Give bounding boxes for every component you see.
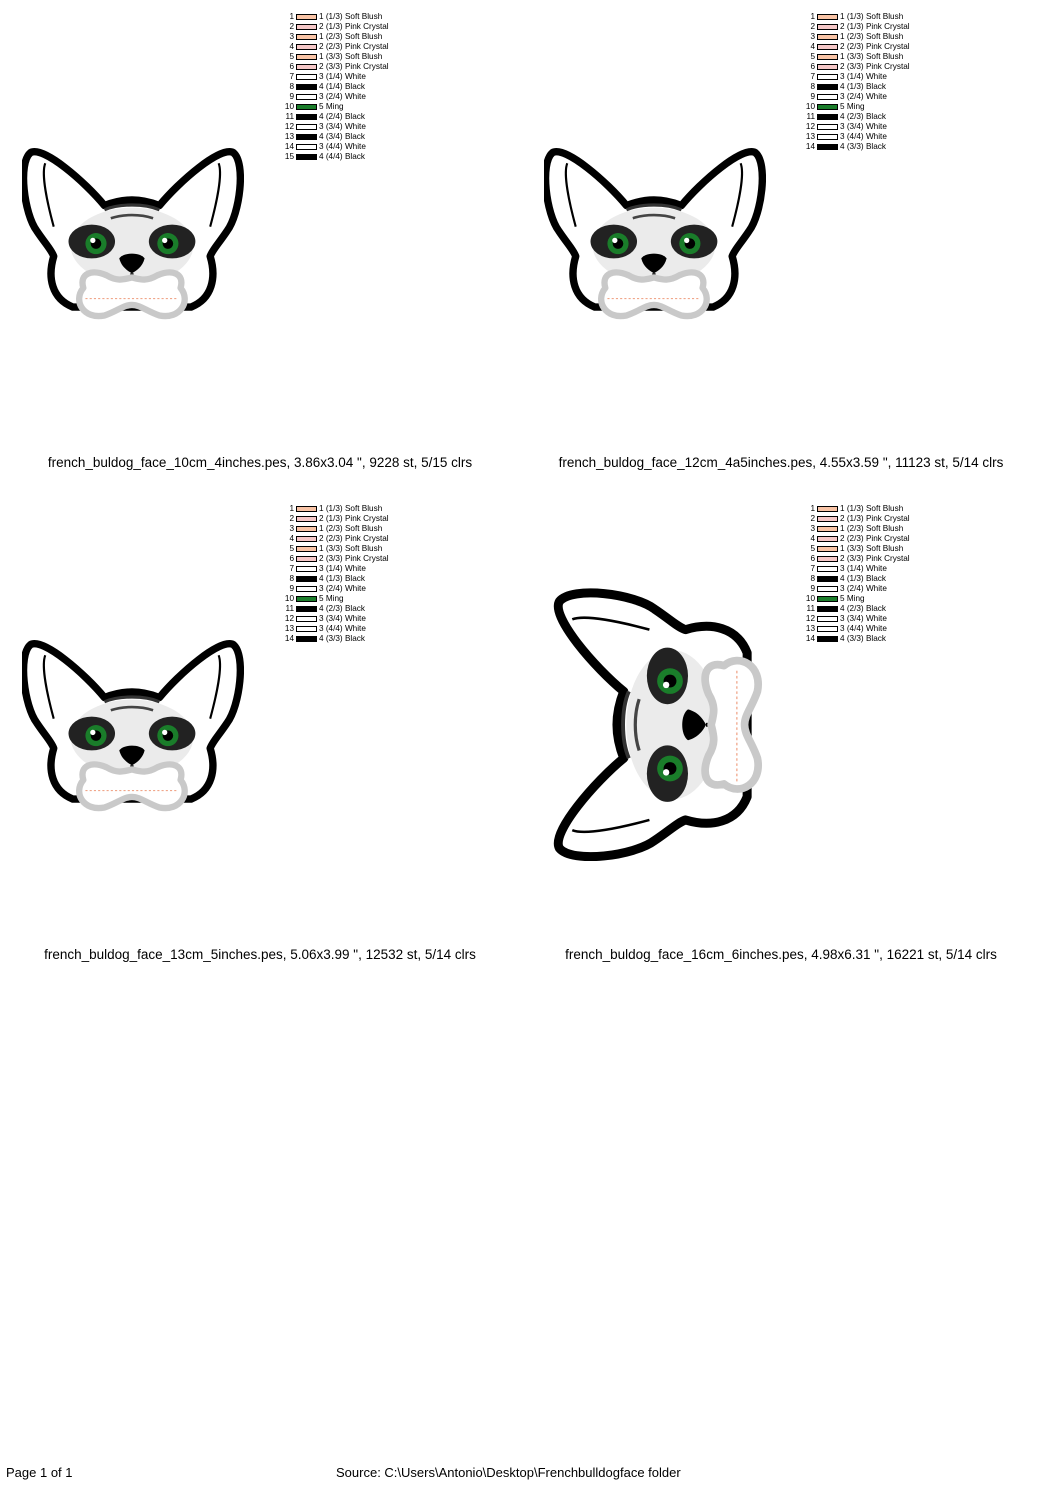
legend-thread-label: 4 (2/3) Black [319, 604, 365, 613]
thread-color-swatch [817, 124, 838, 130]
legend-row [801, 624, 910, 634]
legend-row [801, 82, 910, 92]
legend-row [280, 574, 389, 584]
legend-stop-number: 13 [284, 624, 294, 633]
legend-row [280, 554, 389, 564]
legend-row [801, 534, 910, 544]
legend-row [280, 112, 389, 122]
legend-stop-number: 7 [810, 72, 815, 81]
legend-row [801, 62, 910, 72]
legend-thread-label: 4 (1/4) Black [319, 82, 365, 91]
thread-color-swatch [817, 576, 838, 582]
legend-thread-label: 2 (3/3) Pink Crystal [319, 554, 389, 563]
source-path: Source: C:\Users\Antonio\Desktop\Frenchbulldogface folder [336, 1465, 681, 1480]
design-caption: french_buldog_face_12cm_4a5inches.pes, 4.55x3.59 ", 11123 st, 5/14 clrs [558, 455, 1004, 470]
legend-stop-number: 3 [810, 32, 815, 41]
legend-stop-number: 3 [810, 524, 815, 533]
thread-color-swatch [296, 606, 317, 612]
legend-thread-label: 5 Ming [840, 594, 865, 603]
thread-color-swatch [817, 556, 838, 562]
legend-stop-number: 8 [289, 82, 294, 91]
bulldog-face-design-image [22, 140, 244, 325]
design-caption: french_buldog_face_10cm_4inches.pes, 3.86x3.04 ", 9228 st, 5/15 clrs [47, 455, 473, 470]
legend-row [280, 624, 389, 634]
legend-thread-label: 1 (3/3) Soft Blush [840, 52, 904, 61]
legend-row [280, 82, 389, 92]
bulldog-face-design-image [22, 632, 244, 817]
thread-color-swatch [817, 546, 838, 552]
legend-row [801, 22, 910, 32]
thread-color-swatch [817, 114, 838, 120]
legend-row [280, 72, 389, 82]
legend-thread-label: 4 (1/3) Black [840, 82, 886, 91]
legend-thread-label: 5 Ming [840, 102, 865, 111]
thread-color-swatch [296, 124, 317, 130]
legend-thread-label: 2 (1/3) Pink Crystal [840, 514, 910, 523]
thread-color-swatch [817, 626, 838, 632]
legend-row [801, 514, 910, 524]
legend-row [801, 614, 910, 624]
legend-stop-number: 12 [805, 614, 815, 623]
legend-row [801, 544, 910, 554]
legend-row [280, 102, 389, 112]
legend-row [801, 92, 910, 102]
legend-stop-number: 3 [289, 32, 294, 41]
legend-stop-number: 11 [806, 112, 815, 121]
thread-color-swatch [296, 546, 317, 552]
legend-thread-label: 2 (1/3) Pink Crystal [319, 22, 389, 31]
thread-color-swatch [296, 74, 317, 80]
legend-thread-label: 3 (1/4) White [319, 72, 366, 81]
thread-color-swatch [817, 566, 838, 572]
thread-color-swatch [296, 556, 317, 562]
thread-color-legend [280, 504, 389, 644]
bulldog-face-design-image [544, 140, 766, 325]
legend-row [801, 12, 910, 22]
legend-thread-label: 3 (3/4) White [840, 614, 887, 623]
legend-thread-label: 1 (1/3) Soft Blush [840, 12, 904, 21]
legend-thread-label: 3 (1/4) White [840, 72, 887, 81]
legend-row [801, 604, 910, 614]
legend-row [801, 564, 910, 574]
legend-stop-number: 4 [289, 42, 294, 51]
legend-stop-number: 9 [810, 584, 815, 593]
legend-thread-label: 3 (4/4) White [840, 132, 887, 141]
thread-color-legend [280, 12, 389, 162]
legend-stop-number: 6 [810, 62, 815, 71]
thread-color-swatch [817, 14, 838, 20]
thread-color-swatch [296, 576, 317, 582]
legend-row [280, 514, 389, 524]
legend-row [801, 122, 910, 132]
design-caption: french_buldog_face_16cm_6inches.pes, 4.98x6.31 ", 16221 st, 5/14 clrs [565, 947, 997, 962]
thread-color-swatch [296, 154, 317, 160]
legend-stop-number: 4 [810, 42, 815, 51]
thread-color-swatch [817, 94, 838, 100]
thread-color-swatch [296, 14, 317, 20]
legend-stop-number: 10 [805, 102, 815, 111]
thread-color-swatch [817, 134, 838, 140]
legend-thread-label: 4 (2/4) Black [319, 112, 365, 121]
legend-thread-label: 3 (4/4) White [319, 624, 366, 633]
legend-thread-label: 1 (2/3) Soft Blush [840, 524, 904, 533]
legend-stop-number: 1 [289, 504, 294, 513]
thread-color-swatch [817, 596, 838, 602]
legend-row [280, 504, 389, 514]
legend-thread-label: 2 (1/3) Pink Crystal [319, 514, 389, 523]
legend-thread-label: 3 (1/4) White [840, 564, 887, 573]
thread-color-swatch [296, 586, 317, 592]
thread-color-swatch [296, 64, 317, 70]
legend-stop-number: 6 [289, 62, 294, 71]
legend-thread-label: 5 Ming [319, 594, 344, 603]
thread-color-swatch [296, 134, 317, 140]
legend-stop-number: 7 [810, 564, 815, 573]
legend-thread-label: 1 (3/3) Soft Blush [319, 544, 383, 553]
legend-thread-label: 3 (2/4) White [319, 584, 366, 593]
legend-stop-number: 15 [284, 152, 294, 161]
legend-row [280, 22, 389, 32]
legend-thread-label: 2 (2/3) Pink Crystal [840, 42, 910, 51]
thread-color-swatch [296, 536, 317, 542]
thread-color-swatch [817, 526, 838, 532]
legend-stop-number: 13 [805, 624, 815, 633]
legend-stop-number: 8 [810, 82, 815, 91]
legend-thread-label: 4 (2/3) Black [840, 604, 886, 613]
legend-stop-number: 3 [289, 524, 294, 533]
legend-stop-number: 5 [810, 544, 815, 553]
legend-thread-label: 4 (3/4) Black [319, 132, 365, 141]
legend-row [280, 52, 389, 62]
legend-stop-number: 1 [810, 504, 815, 513]
legend-thread-label: 4 (3/3) Black [840, 142, 886, 151]
legend-thread-label: 2 (2/3) Pink Crystal [840, 534, 910, 543]
legend-stop-number: 11 [285, 112, 294, 121]
legend-row [801, 554, 910, 564]
thread-color-swatch [817, 616, 838, 622]
legend-stop-number: 6 [810, 554, 815, 563]
legend-row [801, 574, 910, 584]
legend-stop-number: 8 [810, 574, 815, 583]
legend-row [801, 102, 910, 112]
thread-color-swatch [296, 566, 317, 572]
legend-stop-number: 9 [810, 92, 815, 101]
legend-thread-label: 2 (2/3) Pink Crystal [319, 534, 389, 543]
legend-thread-label: 5 Ming [319, 102, 344, 111]
legend-stop-number: 8 [289, 574, 294, 583]
legend-thread-label: 2 (2/3) Pink Crystal [319, 42, 389, 51]
legend-row [801, 42, 910, 52]
legend-thread-label: 1 (2/3) Soft Blush [319, 32, 383, 41]
legend-stop-number: 14 [805, 142, 815, 151]
legend-stop-number: 13 [284, 132, 294, 141]
legend-row [801, 132, 910, 142]
legend-stop-number: 6 [289, 554, 294, 563]
legend-row [280, 604, 389, 614]
legend-stop-number: 9 [289, 584, 294, 593]
thread-color-swatch [817, 54, 838, 60]
legend-stop-number: 12 [284, 122, 294, 131]
legend-stop-number: 14 [284, 142, 294, 151]
legend-thread-label: 4 (1/3) Black [319, 574, 365, 583]
legend-thread-label: 3 (2/4) White [840, 584, 887, 593]
legend-thread-label: 2 (3/3) Pink Crystal [840, 554, 910, 563]
legend-row [801, 52, 910, 62]
legend-row [280, 62, 389, 72]
thread-color-swatch [296, 24, 317, 30]
legend-row [801, 594, 910, 604]
thread-color-swatch [817, 74, 838, 80]
legend-stop-number: 10 [284, 102, 294, 111]
thread-color-swatch [296, 506, 317, 512]
legend-stop-number: 12 [805, 122, 815, 131]
legend-row [280, 544, 389, 554]
thread-color-swatch [817, 506, 838, 512]
legend-row [280, 42, 389, 52]
legend-thread-label: 4 (2/3) Black [840, 112, 886, 121]
legend-thread-label: 4 (1/3) Black [840, 574, 886, 583]
thread-color-swatch [817, 516, 838, 522]
thread-color-swatch [296, 44, 317, 50]
thread-color-swatch [296, 526, 317, 532]
legend-row [280, 524, 389, 534]
thread-color-swatch [296, 34, 317, 40]
legend-stop-number: 2 [289, 514, 294, 523]
thread-color-legend [801, 12, 910, 152]
legend-thread-label: 3 (3/4) White [840, 122, 887, 131]
legend-thread-label: 2 (3/3) Pink Crystal [840, 62, 910, 71]
legend-stop-number: 2 [810, 514, 815, 523]
legend-thread-label: 1 (1/3) Soft Blush [319, 12, 383, 21]
legend-row [801, 112, 910, 122]
legend-stop-number: 11 [806, 604, 815, 613]
legend-stop-number: 5 [289, 544, 294, 553]
legend-stop-number: 1 [289, 12, 294, 21]
legend-thread-label: 3 (3/4) White [319, 122, 366, 131]
legend-row [801, 504, 910, 514]
thread-color-swatch [296, 626, 317, 632]
legend-thread-label: 1 (3/3) Soft Blush [319, 52, 383, 61]
legend-stop-number: 11 [285, 604, 294, 613]
legend-row [280, 32, 389, 42]
legend-row [801, 32, 910, 42]
legend-stop-number: 7 [289, 564, 294, 573]
thread-color-swatch [817, 64, 838, 70]
thread-color-swatch [296, 104, 317, 110]
thread-color-swatch [817, 144, 838, 150]
legend-row [280, 132, 389, 142]
legend-stop-number: 7 [289, 72, 294, 81]
legend-row [280, 152, 389, 162]
legend-row [280, 122, 389, 132]
legend-thread-label: 4 (3/3) Black [319, 634, 365, 643]
thread-color-swatch [296, 516, 317, 522]
thread-color-swatch [296, 144, 317, 150]
thread-color-swatch [817, 586, 838, 592]
legend-thread-label: 4 (3/3) Black [840, 634, 886, 643]
bulldog-face-design-image-rotated [544, 586, 769, 861]
thread-color-swatch [817, 636, 838, 642]
thread-color-swatch [296, 596, 317, 602]
legend-thread-label: 2 (3/3) Pink Crystal [319, 62, 389, 71]
legend-stop-number: 5 [810, 52, 815, 61]
legend-thread-label: 3 (2/4) White [840, 92, 887, 101]
legend-stop-number: 10 [284, 594, 294, 603]
thread-color-swatch [817, 24, 838, 30]
legend-row [280, 594, 389, 604]
legend-thread-label: 1 (1/3) Soft Blush [319, 504, 383, 513]
legend-thread-label: 3 (4/4) White [319, 142, 366, 151]
legend-row [280, 634, 389, 644]
design-caption: french_buldog_face_13cm_5inches.pes, 5.06x3.99 ", 12532 st, 5/14 clrs [44, 947, 476, 962]
legend-stop-number: 10 [805, 594, 815, 603]
legend-row [280, 534, 389, 544]
thread-color-swatch [817, 104, 838, 110]
legend-thread-label: 3 (1/4) White [319, 564, 366, 573]
legend-row [801, 584, 910, 594]
thread-color-swatch [817, 536, 838, 542]
legend-thread-label: 1 (3/3) Soft Blush [840, 544, 904, 553]
legend-row [801, 634, 910, 644]
thread-color-swatch [296, 54, 317, 60]
legend-thread-label: 4 (4/4) Black [319, 152, 365, 161]
legend-row [280, 92, 389, 102]
page-number: Page 1 of 1 [6, 1465, 73, 1480]
thread-color-swatch [296, 94, 317, 100]
thread-color-swatch [817, 84, 838, 90]
legend-stop-number: 5 [289, 52, 294, 61]
legend-thread-label: 2 (1/3) Pink Crystal [840, 22, 910, 31]
legend-stop-number: 9 [289, 92, 294, 101]
legend-thread-label: 3 (4/4) White [840, 624, 887, 633]
legend-stop-number: 13 [805, 132, 815, 141]
legend-row [280, 12, 389, 22]
thread-color-swatch [296, 114, 317, 120]
thread-color-legend [801, 504, 910, 644]
thread-color-swatch [817, 44, 838, 50]
thread-color-swatch [296, 84, 317, 90]
legend-stop-number: 2 [289, 22, 294, 31]
legend-stop-number: 14 [805, 634, 815, 643]
legend-row [801, 142, 910, 152]
legend-thread-label: 1 (2/3) Soft Blush [319, 524, 383, 533]
legend-stop-number: 12 [284, 614, 294, 623]
legend-row [280, 584, 389, 594]
thread-color-swatch [817, 34, 838, 40]
legend-row [280, 564, 389, 574]
thread-color-swatch [296, 636, 317, 642]
legend-stop-number: 4 [810, 534, 815, 543]
legend-thread-label: 1 (2/3) Soft Blush [840, 32, 904, 41]
thread-color-swatch [296, 616, 317, 622]
legend-row [801, 524, 910, 534]
thread-color-swatch [817, 606, 838, 612]
legend-stop-number: 14 [284, 634, 294, 643]
legend-row [280, 142, 389, 152]
legend-row [801, 72, 910, 82]
legend-thread-label: 1 (1/3) Soft Blush [840, 504, 904, 513]
legend-stop-number: 1 [810, 12, 815, 21]
legend-thread-label: 3 (3/4) White [319, 614, 366, 623]
legend-row [280, 614, 389, 624]
legend-stop-number: 2 [810, 22, 815, 31]
legend-stop-number: 4 [289, 534, 294, 543]
legend-thread-label: 3 (2/4) White [319, 92, 366, 101]
